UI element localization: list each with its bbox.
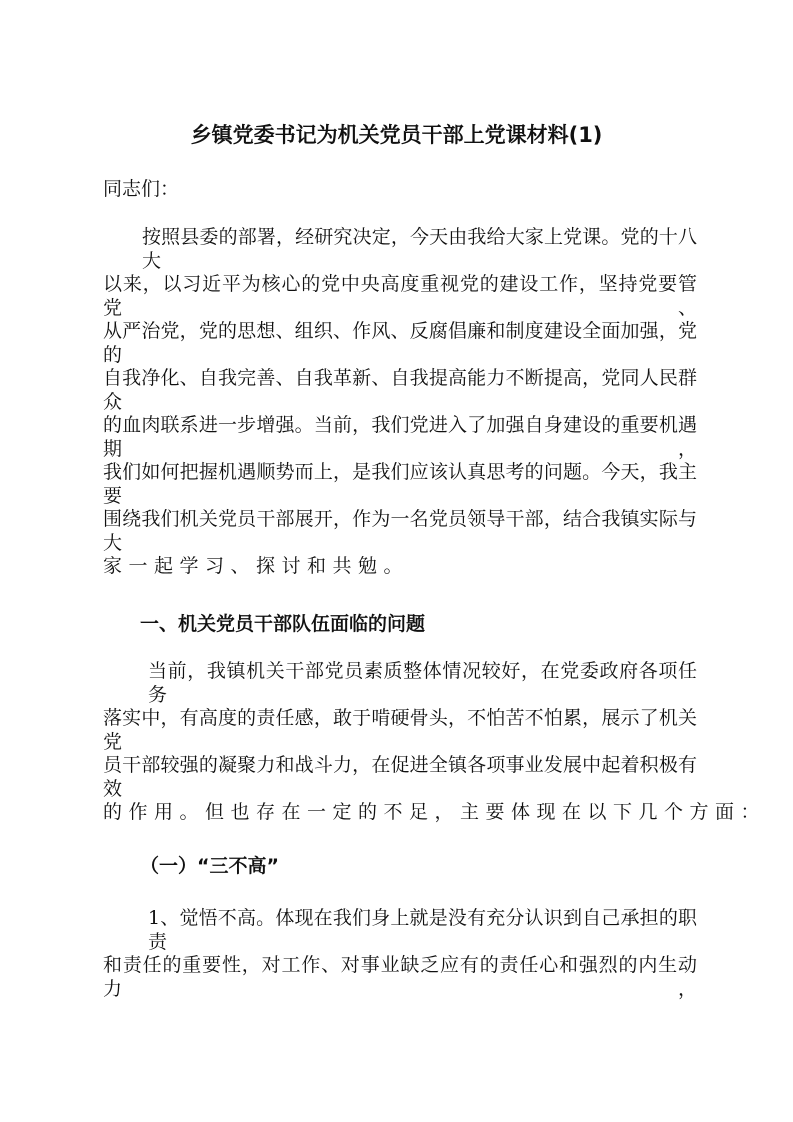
paragraph-line: 落实中，有高度的责任感，敢于啃硬骨头，不怕苦不怕累，展示了机关党 [103, 707, 697, 753]
paragraph-line: 当前，我镇机关干部党员素质整体情况较好，在党委政府各项任务 [148, 660, 697, 706]
salutation: 同志们： [103, 178, 180, 200]
paragraph-line: 的血肉联系进一步增强。当前，我们党进入了加强自身建设的重要机遇期， [103, 414, 697, 460]
paragraph-line: 从严治党，党的思想、组织、作风、反腐倡廉和制度建设全面加强，党的 [103, 320, 697, 366]
paragraph-line: 围绕我们机关党员干部展开，作为一名党员领导干部，结合我镇实际与大 [103, 508, 697, 554]
paragraph-line: 1、觉悟不高。体现在我们身上就是没有充分认识到自己承担的职责 [148, 907, 697, 953]
paragraph-line: 按照县委的部署，经研究决定，今天由我给大家上党课。党的十八大 [142, 226, 697, 272]
paragraph-line: 以来，以习近平为核心的党中央高度重视党的建设工作，坚持党要管党、 [103, 273, 697, 319]
paragraph-line: 自我净化、自我完善、自我革新、自我提高能力不断提高，党同人民群众 [103, 367, 697, 413]
paragraph-line: 家一起学习、探讨和共勉。 [103, 555, 410, 577]
paragraph-line: 员干部较强的凝聚力和战斗力，在促进全镇各项事业发展中起着积极有效 [103, 754, 697, 800]
section-heading: 一、机关党员干部队伍面临的问题 [140, 613, 426, 635]
paragraph-line: 和责任的重要性，对工作、对事业缺乏应有的责任心和强烈的内生动力， [103, 954, 697, 1000]
paragraph-line: 的作用。但也存在一定的不足，主要体现在以下几个方面： [103, 801, 767, 823]
document-title: 乡镇党委书记为机关党员干部上党课材料(1) [190, 123, 603, 147]
subsection-heading: （一）“三不高” [140, 855, 279, 877]
paragraph-line: 我们如何把握机遇顺势而上，是我们应该认真思考的问题。今天，我主要 [103, 461, 697, 507]
